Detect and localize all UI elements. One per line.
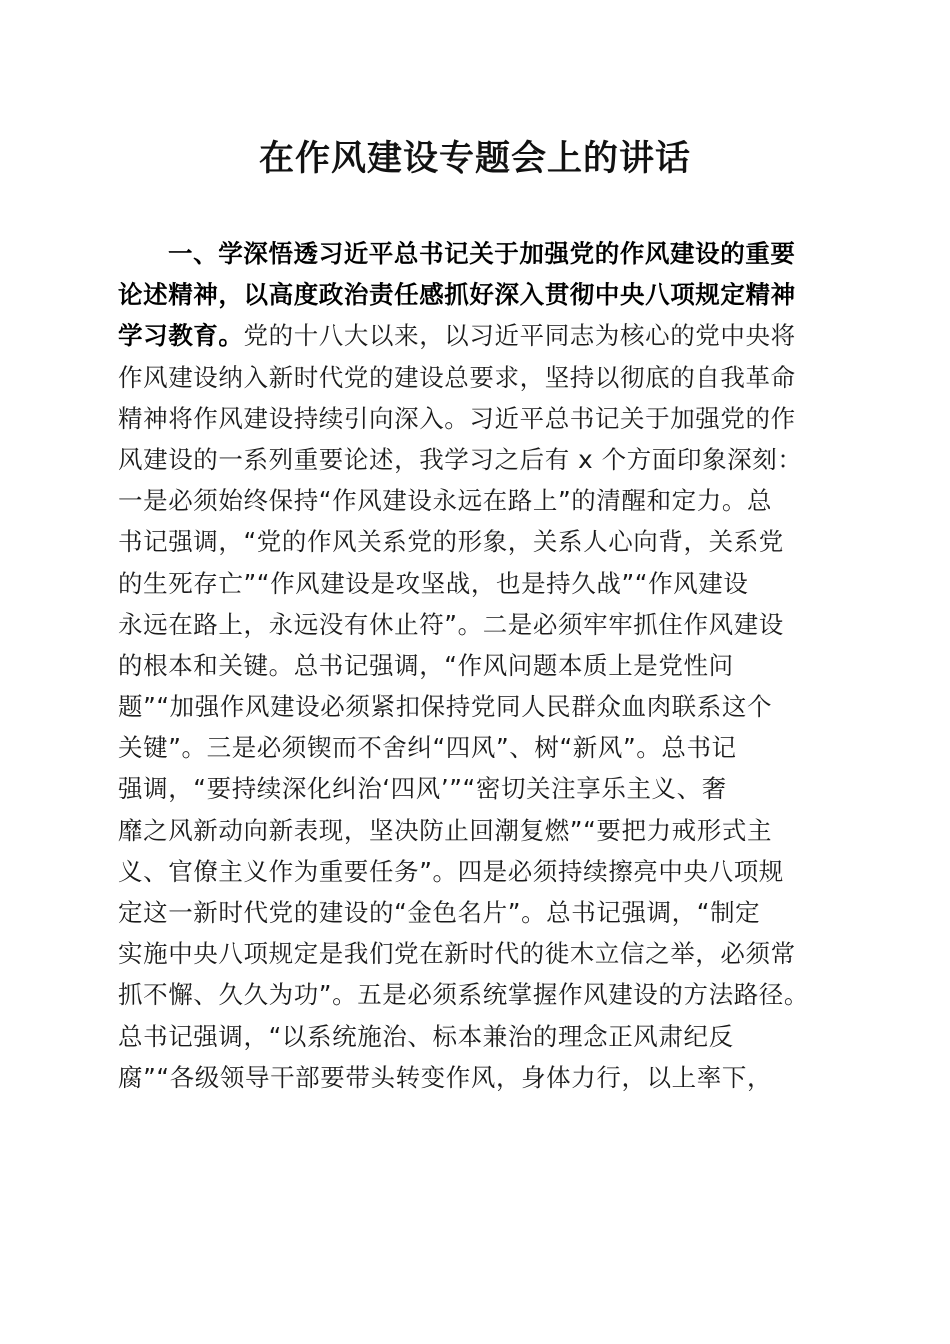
- text-line: [118, 398, 832, 439]
- body-text-part: 精神将作风建设持续引向深入。习近平总书记关于加强党的作: [118, 403, 796, 433]
- body-text-part: 义、官僚主义作为重要任务”。四是必须持续擦亮中央八项规: [118, 856, 784, 886]
- body-text-part: 的根本和关键。总书记强调，“作风问题本质上是党性问: [118, 650, 734, 680]
- body-text-part: 一是必须始终保持“作风建设永远在路上”的清醒和定力。总: [118, 486, 773, 516]
- text-line: [118, 686, 832, 727]
- text-line: [118, 233, 832, 274]
- text-line: [118, 645, 832, 686]
- body-text-part: 作风建设纳入新时代党的建设总要求，坚持以彻底的自我革命: [118, 362, 796, 392]
- document-title: 在作风建设专题会上的讲话: [258, 138, 691, 179]
- text-line: [118, 521, 832, 562]
- text-line: [118, 892, 832, 933]
- body-text-part: 永远在路上，永远没有休止符”。二是必须牢牢抓住作风建设: [118, 609, 784, 639]
- body-paragraph: [118, 233, 832, 1098]
- section-heading-part: 学习教育。: [118, 321, 244, 351]
- text-line: [118, 851, 832, 892]
- body-text-part: 实施中央八项规定是我们党在新时代的徙木立信之举，必须常: [118, 939, 796, 969]
- text-line: [118, 274, 832, 315]
- body-text-part: 总书记强调，“以系统施治、标本兼治的理念正风肃纪反: [118, 1021, 734, 1051]
- body-text-part: 关键”。三是必须锲而不舍纠“四风”、树“新风”。总书记: [118, 733, 737, 763]
- body-text-part: 定这一新时代党的建设的“金色名片”。总书记强调，“制定: [118, 898, 761, 927]
- section-heading-part: 一、学深悟透习近平总书记关于加强党的作风建设的重要: [168, 239, 796, 268]
- text-line: [118, 480, 832, 521]
- body-text-part: 抓不懈、久久为功”。五是必须系统掌握作风建设的方法路径。: [118, 980, 809, 1010]
- text-line: [118, 933, 832, 974]
- text-line: [118, 563, 832, 604]
- body-text-part: 书记强调，“党的作风关系党的形象，关系人心向背，关系党: [118, 527, 784, 557]
- text-line: [118, 768, 832, 809]
- body-text-part: 风建设的一系列重要论述，我学习之后有 x 个方面印象深刻：: [118, 444, 803, 474]
- body-text-part: 靡之风新动向新表现，坚决防止回潮复燃”“要把力戒形式主: [118, 815, 773, 845]
- text-line: [118, 315, 832, 356]
- body-text-part: 强调，“要持续深化纠治‘四风’”“密切关注享乐主义、奢: [118, 774, 727, 804]
- body-text-part: 党的十八大以来，以习近平同志为核心的党中央将: [243, 321, 796, 351]
- text-line: [118, 439, 832, 480]
- text-line: [118, 1016, 832, 1057]
- text-line: [118, 974, 832, 1015]
- text-line: [118, 727, 832, 768]
- text-line: [118, 810, 832, 851]
- section-heading-part: 论述精神，以高度政治责任感抓好深入贯彻中央八项规定精神: [118, 280, 796, 310]
- text-line: [118, 357, 832, 398]
- body-text-part: 腐”“各级领导干部要带头转变作风，身体力行，以上率下，: [118, 1062, 773, 1092]
- body-text-part: 题”“加强作风建设必须紧扣保持党同人民群众血肉联系这个: [118, 692, 773, 722]
- text-line: [118, 1057, 832, 1098]
- text-line: [118, 604, 832, 645]
- body-text-part: 的生死存亡”“作风建设是攻坚战，也是持久战”“作风建设: [118, 568, 749, 598]
